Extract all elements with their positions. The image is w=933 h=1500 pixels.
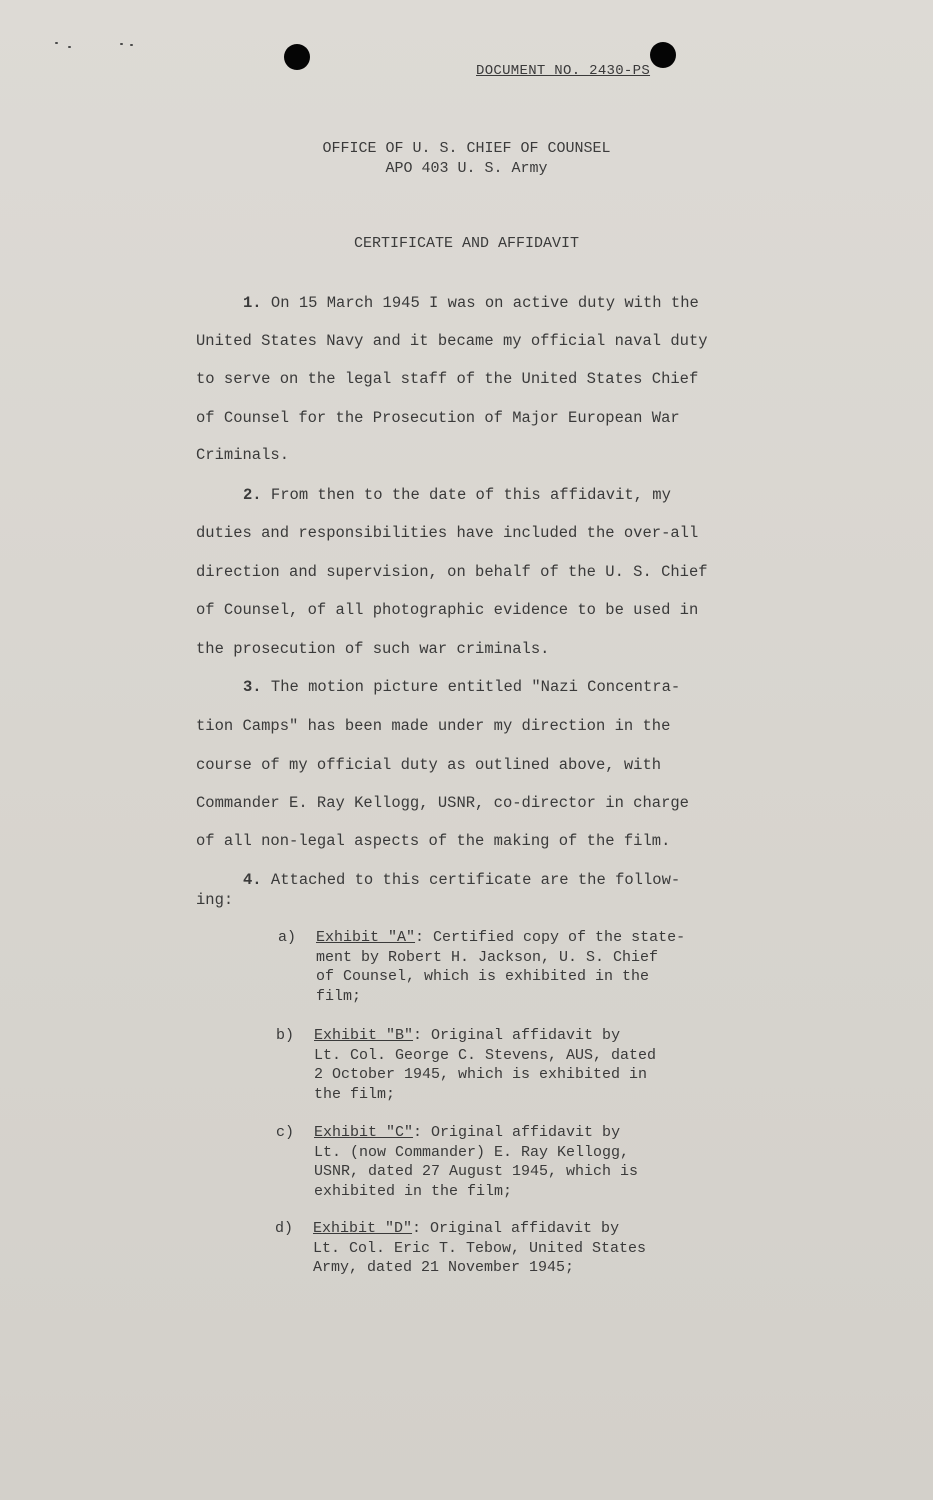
exhibit-line: Lt. (now Commander) E. Ray Kellogg, [314,1143,630,1161]
exhibit-line: of Counsel, which is exhibited in the [316,968,650,985]
exhibit-title: Exhibit "D" [313,1220,413,1237]
exhibit-first-line [313,1219,646,1239]
paragraph-text: From then to the date of this affidavit, my [270,486,671,504]
paragraph-line [243,486,671,504]
paragraph-line: the prosecution of such war criminals. [196,640,550,658]
paragraph-line [243,678,680,696]
speck [68,46,71,48]
punch-hole-left [284,44,310,70]
paragraph-line: course of my official duty as outlined above, with [196,756,662,774]
paragraph-number: 1. [243,294,262,312]
paragraph-number: 4. [243,871,262,889]
exhibit-letter: b) [276,1027,295,1044]
speck [130,44,133,46]
exhibit-line: Lt. Col. Eric T. Tebow, United States [313,1239,647,1257]
paragraph-line: of Counsel, of all photographic evidence to be used in [196,601,699,619]
exhibit-description: : Original affidavit by [413,1027,621,1044]
paragraph-line: Commander E. Ray Kellogg, USNR, co-director in charge [196,794,689,812]
paragraph-number: 2. [243,486,262,504]
paragraph-line: direction and supervision, on behalf of the U. S. Chief [196,563,708,581]
office-address: APO 403 U. S. Army [385,160,548,177]
exhibit-title: Exhibit "A" [316,929,416,946]
exhibit-line: 2 October 1945, which is exhibited in [314,1066,648,1083]
exhibit-line: exhibited in the film; [314,1182,513,1200]
paragraph-line: United States Navy and it became my official naval duty [196,332,708,350]
document-number: DOCUMENT NO. 2430-PS [476,63,651,79]
paragraph-number: 3. [243,678,262,696]
paragraph-line: ing: [196,891,234,909]
exhibit-first-line [316,928,685,948]
paragraph-line [243,871,680,889]
speck [120,43,123,45]
exhibit-line: film; [316,987,362,1005]
exhibit-letter: d) [275,1220,294,1237]
exhibit-c [276,1123,639,1201]
paragraph-line: tion Camps" has been made under my direction in the [196,717,671,735]
paragraph-text: Attached to this certificate are the follow- [270,871,681,889]
exhibit-line: the film; [314,1085,396,1103]
paragraph-line: to serve on the legal staff of the United States Chief [196,370,699,388]
exhibit-description: : Certified copy of the state- [415,929,686,946]
exhibit-line: USNR, dated 27 August 1945, which is [314,1163,639,1180]
speck [55,42,58,44]
paragraph-line: Criminals. [196,446,290,464]
exhibit-line: ment by Robert H. Jackson, U. S. Chief [316,948,659,966]
exhibit-title: Exhibit "B" [314,1027,414,1044]
document-heading: CERTIFICATE AND AFFIDAVIT [353,235,580,252]
paragraph-line [243,294,699,312]
paragraph-line: of all non-legal aspects of the making of the film. [196,832,671,850]
exhibit-line: Army, dated 21 November 1945; [313,1259,575,1276]
exhibit-a [278,928,686,1006]
exhibit-letter: a) [278,929,297,946]
exhibit-first-line [314,1026,656,1046]
punch-hole-right [650,42,676,68]
exhibit-first-line [314,1123,638,1143]
exhibit-letter: c) [276,1124,295,1141]
office-name: OFFICE OF U. S. CHIEF OF COUNSEL [322,140,611,157]
paragraph-line: of Counsel for the Prosecution of Major European War [196,409,680,427]
paragraph-line: duties and responsibilities have included the over-all [196,524,699,542]
exhibit-line: Lt. Col. George C. Stevens, AUS, dated [314,1046,657,1064]
exhibit-title: Exhibit "C" [314,1124,414,1141]
paragraph-text: The motion picture entitled "Nazi Concentra- [270,678,681,696]
exhibit-description: : Original affidavit by [413,1124,621,1141]
exhibit-description: : Original affidavit by [412,1220,620,1237]
paragraph-text: On 15 March 1945 I was on active duty with the [270,294,699,312]
exhibit-b [276,1026,657,1104]
exhibit-d [275,1219,647,1278]
